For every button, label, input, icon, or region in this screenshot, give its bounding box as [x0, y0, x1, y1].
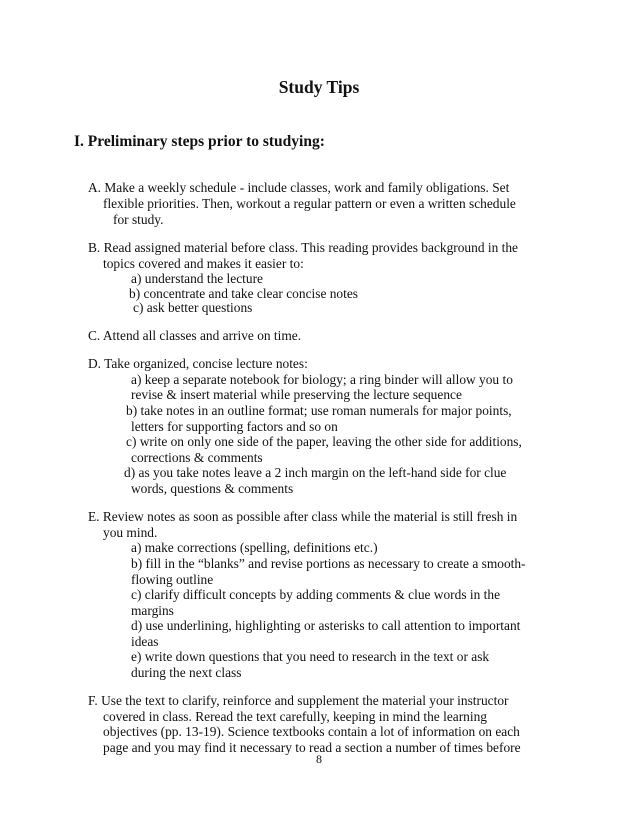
text-line: corrections & comments	[131, 450, 263, 465]
text-line: topics covered and makes it easier to:	[103, 256, 304, 271]
text-line: c) clarify difficult concepts by adding comments & clue words in the	[131, 587, 501, 602]
page-number: 8	[316, 752, 322, 766]
text-line: D. Take organized, concise lecture notes:	[88, 356, 308, 371]
text-line: B. Read assigned material before class. This reading provides background in the	[88, 240, 518, 255]
section-heading: I. Preliminary steps prior to studying:	[74, 133, 325, 150]
text-line: c) write on only one side of the paper, leaving the other side for additions,	[126, 434, 522, 449]
text-line: ideas	[131, 634, 159, 649]
text-line: page and you may find it necessary to read a section a number of times before	[103, 740, 521, 755]
text-line: b) take notes in an outline format; use roman numerals for major points,	[126, 403, 512, 418]
text-line: flexible priorities. Then, workout a regular pattern or even a written schedule	[103, 196, 516, 211]
text-line: C. Attend all classes and arrive on time.	[88, 328, 302, 343]
text-line: letters for supporting factors and so on	[131, 419, 338, 434]
text-line: objectives (pp. 13-19). Science textbooks contain a lot of information on each	[103, 724, 520, 739]
text-line: a) understand the lecture	[131, 271, 263, 286]
text-line: for study.	[113, 212, 164, 227]
text-line: b) fill in the “blanks” and revise portions as necessary to create a smooth-	[131, 556, 526, 571]
text-line: A. Make a weekly schedule - include classes, work and family obligations. Set	[88, 180, 510, 195]
text-line: revise & insert material while preserving the lecture sequence	[131, 387, 462, 402]
text-line: flowing outline	[131, 572, 214, 587]
text-line: words, questions & comments	[131, 481, 294, 496]
text-line: during the next class	[131, 665, 242, 680]
text-line: d) as you take notes leave a 2 inch margin on the left-hand side for clue	[124, 465, 507, 480]
text-line: F. Use the text to clarify, reinforce and supplement the material your instructor	[88, 693, 509, 708]
text-line: e) write down questions that you need to research in the text or ask	[131, 649, 490, 664]
text-line: covered in class. Reread the text carefully, keeping in mind the learning	[103, 709, 487, 724]
text-line: E. Review notes as soon as possible after class while the material is still fresh in	[88, 509, 518, 524]
text-line: margins	[131, 603, 174, 618]
text-line: a) keep a separate notebook for biology; a ring binder will allow you to	[131, 372, 513, 387]
text-line: d) use underlining, highlighting or asterisks to call attention to important	[131, 618, 521, 633]
text-line: a) make corrections (spelling, definitions etc.)	[131, 540, 378, 555]
text-line: b) concentrate and take clear concise notes	[129, 286, 359, 301]
text-line: c) ask better questions	[133, 300, 253, 315]
text-line: you mind.	[103, 525, 158, 540]
page-title: Study Tips	[278, 77, 360, 97]
